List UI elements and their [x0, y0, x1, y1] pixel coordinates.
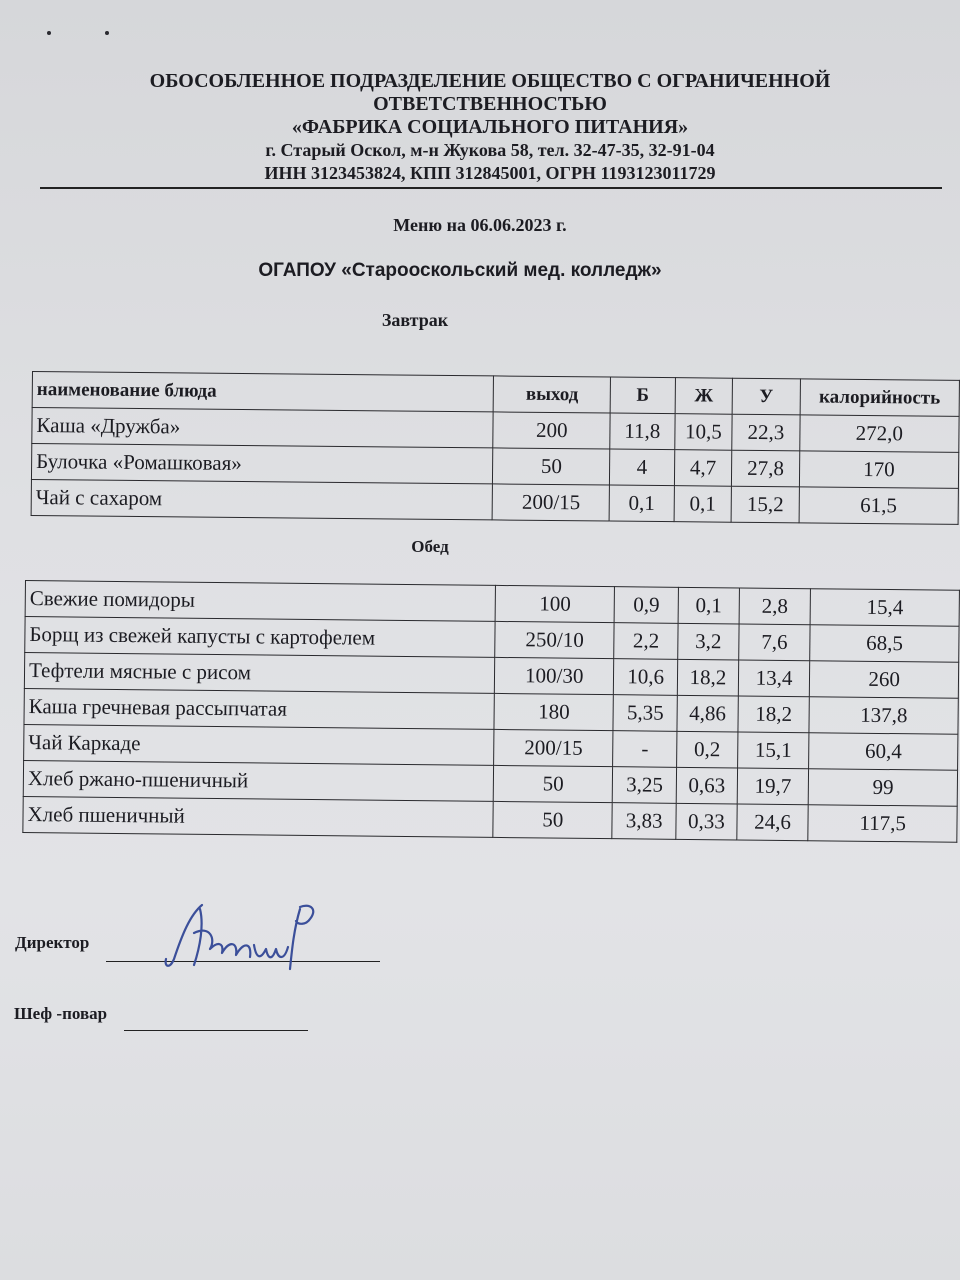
fat-value: 0,63 [676, 767, 737, 804]
carbs-value: 13,4 [738, 660, 810, 697]
lunch-table [22, 580, 960, 843]
org-name-line-3: «ФАБРИКА СОЦИАЛЬНОГО ПИТАНИЯ» [291, 116, 689, 138]
carbs-value: 18,2 [738, 696, 810, 733]
org-address: г. Старый Оскол, м-н Жукова 58, тел. 32-47-35, 32-91-04 [265, 140, 715, 160]
director-label: Директор [15, 933, 90, 952]
org-name-line-1: ОБОСОБЛЕННОЕ ПОДРАЗДЕЛЕНИЕ ОБЩЕСТВО С ОГРАНИЧЕННОЙ [149, 70, 831, 92]
protein-value: 3,83 [612, 803, 676, 840]
speck-mark [47, 31, 51, 35]
portion-value: 100/30 [495, 657, 615, 694]
portion-value: 200/15 [494, 729, 614, 766]
fat-value: 18,2 [677, 659, 738, 696]
portion-value: 50 [493, 801, 613, 838]
column-header-portion: выход [494, 376, 611, 413]
institution-name: ОГАПОУ «Старооскольский мед. колледж» [258, 260, 662, 281]
breakfast-table [31, 371, 960, 525]
portion-value: 50 [493, 765, 613, 802]
carbs-value: 19,7 [737, 768, 809, 805]
dish-name: Чай с сахаром [31, 479, 493, 519]
portion-value: 180 [494, 693, 614, 730]
carbs-value: 27,8 [732, 450, 800, 487]
org-name-line-2: ОТВЕТСТВЕННОСТЬЮ [373, 93, 607, 115]
fat-value: 0,2 [677, 731, 738, 768]
breakfast-section-title: Завтрак [381, 310, 449, 330]
calories-value: 15,4 [810, 589, 959, 627]
portion-value: 200 [493, 412, 610, 449]
fat-value: 0,1 [674, 486, 732, 523]
dish-name: Тефтели мясные с рисом [24, 653, 495, 694]
protein-value: 11,8 [610, 413, 675, 450]
carbs-value: 24,6 [737, 804, 809, 841]
calories-value: 60,4 [809, 733, 958, 771]
fat-value: 4,7 [674, 450, 732, 487]
header-divider [40, 187, 942, 189]
column-header-calories: калорийность [800, 379, 960, 417]
protein-value: 0,1 [609, 485, 674, 522]
portion-value: 250/10 [495, 621, 615, 658]
dish-name: Каша гречневая рассыпчатая [24, 688, 495, 729]
fat-value: 4,86 [677, 695, 738, 732]
dish-name: Булочка «Ромашковая» [31, 444, 493, 484]
dish-name: Свежие помидоры [25, 581, 496, 622]
protein-value: 5,35 [613, 695, 677, 732]
fat-value: 10,5 [674, 414, 732, 451]
calories-value: 170 [799, 451, 959, 489]
chef-signature-line [124, 1030, 308, 1031]
dish-name: Чай Каркаде [24, 724, 495, 765]
org-requisites: ИНН 3123453824, КПП 312845001, ОГРН 1193123011729 [264, 163, 716, 183]
fat-value: 0,33 [676, 803, 737, 840]
protein-value: - [613, 731, 677, 768]
protein-value: 10,6 [614, 659, 678, 696]
column-header-carbs: У [732, 378, 800, 415]
protein-value: 0,9 [614, 587, 678, 624]
carbs-value: 15,2 [731, 486, 799, 523]
organization-header [40, 70, 940, 185]
table-row [31, 479, 958, 524]
carbs-value: 7,6 [738, 624, 810, 661]
dish-name: Хлеб пшеничный [23, 796, 494, 837]
dish-name: Хлеб ржано-пшеничный [23, 760, 494, 801]
protein-value: 2,2 [614, 623, 678, 660]
carbs-value: 22,3 [732, 414, 800, 451]
fat-value: 0,1 [678, 587, 739, 624]
calories-value: 61,5 [799, 487, 959, 525]
calories-value: 99 [809, 769, 958, 807]
dish-name: Каша «Дружба» [32, 408, 494, 448]
calories-value: 137,8 [809, 697, 958, 735]
protein-value: 4 [610, 449, 675, 486]
calories-value: 68,5 [810, 625, 959, 663]
column-header-protein: Б [610, 377, 675, 414]
portion-value: 200/15 [493, 484, 610, 521]
carbs-value: 2,8 [739, 588, 811, 625]
portion-value: 100 [495, 585, 615, 622]
speck-mark [105, 31, 109, 35]
director-signature [160, 895, 330, 985]
column-header-fat: Ж [675, 378, 733, 415]
calories-value: 117,5 [808, 805, 957, 843]
dish-name: Борщ из свежей капусты с картофелем [25, 617, 496, 658]
menu-title: Меню на 06.06.2023 г. [393, 215, 567, 235]
calories-value: 260 [810, 661, 959, 699]
portion-value: 50 [493, 448, 610, 485]
protein-value: 3,25 [613, 767, 677, 804]
fat-value: 3,2 [678, 623, 739, 660]
calories-value: 272,0 [800, 415, 960, 453]
carbs-value: 15,1 [737, 732, 809, 769]
column-header-dish: наименование блюда [32, 372, 494, 412]
lunch-section-title: Обед [411, 537, 449, 556]
chef-label: Шеф -повар [14, 1004, 108, 1023]
